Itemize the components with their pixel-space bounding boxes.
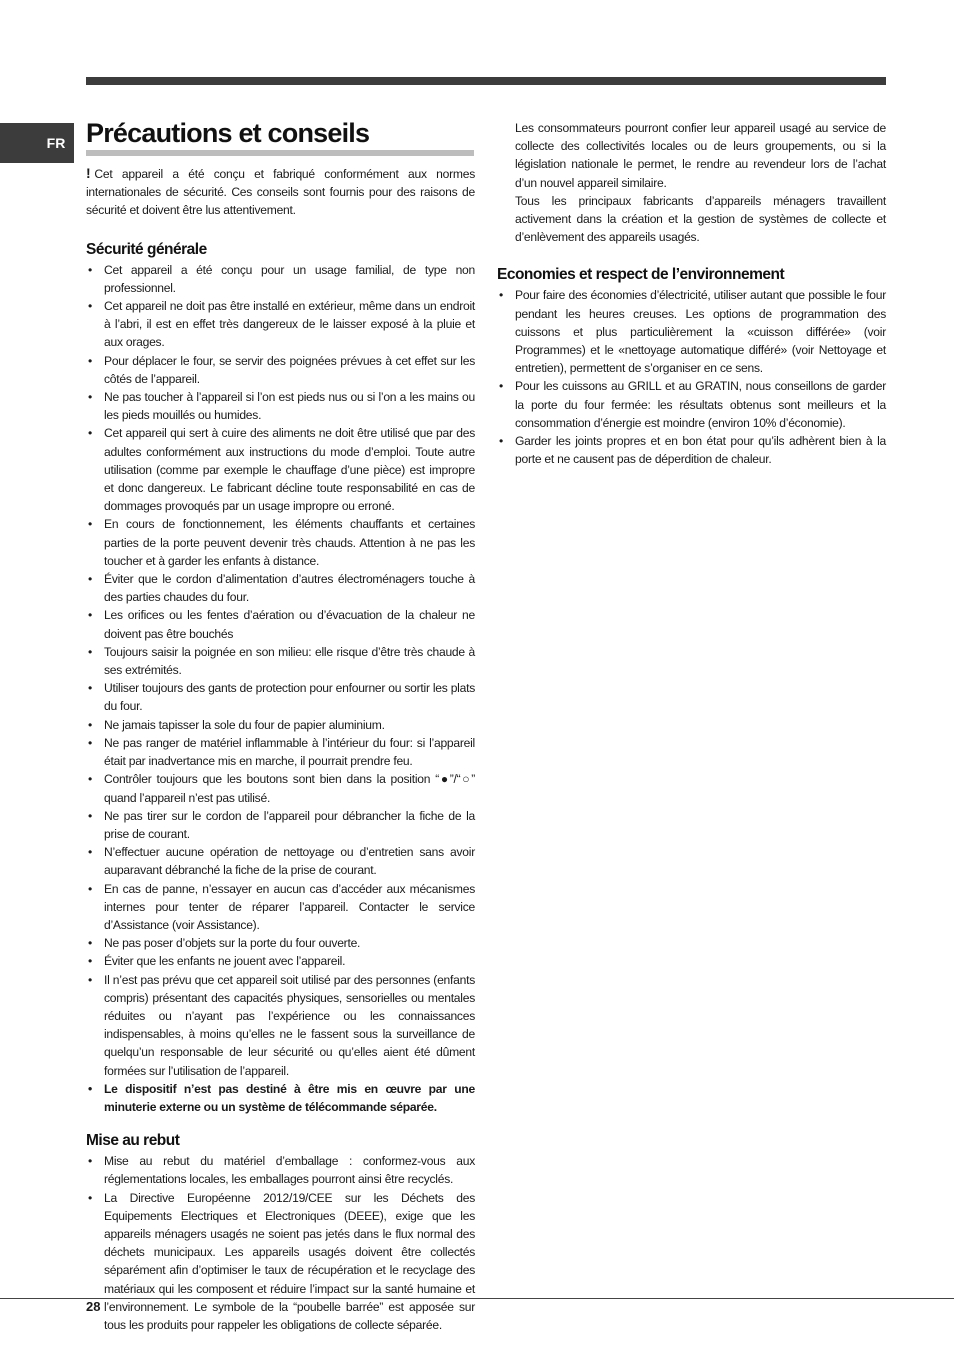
page-title: Précautions et conseils [86, 116, 474, 156]
list-item: • Éviter que le cordon d’alimentation d’autres électroménagers touche à des parties chaudes du four. [86, 570, 475, 606]
list-item: • Pour les cuissons au GRILL et au GRATIN, nous conseillons de garder la porte du four fermée: les résultats obtenus sont meilleurs et la consommation d’énergie est moindre (environ 10% d’économie). [497, 377, 886, 432]
section-heading-eco: Economies et respect de l’environnement [497, 266, 785, 284]
list-item-bold: • Le dispositif n’est pas destiné à être mis en œuvre par une minuterie externe ou un système de télécommande séparée. [86, 1080, 475, 1116]
right-column [497, 119, 886, 468]
list-item: • Éviter que les enfants ne jouent avec l’appareil. [86, 952, 475, 970]
list-item: • Toujours saisir la poignée en son milieu: elle risque d’être très chaude à ses extrémités. [86, 643, 475, 679]
rebut-paragraph-consumers: Les consommateurs pourront confier leur appareil usagé au service de collecte des collectivités locales ou de leurs groupements, ou si la législation nationale le permet, le rendre au revendeur lors de l’achat d’un nouvel appareil similaire. [515, 121, 886, 190]
list-item: • Il n’est pas prévu que cet appareil soit utilisé par des personnes (enfants compris) présentant des capacités physiques, sensorielles ou mentales réduites ou n’ayant pas l’expérience ou les connaissances indispensables, à moins qu’elles ne le fassent sous la surveillance de quelqu’un responsable de leur sécurité ou qu’elles aient été dûment formées sur l’utilisation de l’appareil. [86, 971, 475, 1080]
intro-text: Cet appareil a été conçu et fabriqué conformément aux normes internationales de sécurité. Ces conseils sont fournis pour des raisons de sécurité et doivent être lus attentivement. [86, 167, 475, 218]
rebut-list [86, 1152, 475, 1334]
list-item: • Ne pas poser d’objets sur la porte du four ouverte. [86, 934, 475, 952]
list-item: • Cet appareil a été conçu pour un usage familial, de type non professionnel. [86, 261, 475, 297]
footer-divider [0, 1298, 954, 1299]
list-item: • Garder les joints propres et en bon état pour qu’ils adhèrent bien à la porte et ne causent pas de déperdition de chaleur. [497, 432, 886, 468]
list-item: • Cet appareil qui sert à cuire des aliments ne doit être utilisé que par des adultes conformément aux instructions du mode d’emploi. Toute autre utilisation (comme par exemple le chauffage d’une pièce) est impropre et donc dangereux. Le fabricant décline toute responsabilité en cas de dommages provoqués par un usage impropre ou erroné. [86, 424, 475, 515]
list-item: • Mise au rebut du matériel d’emballage : conformez-vous aux réglementations locales, les emballages pourront ainsi être recyclés. [86, 1152, 475, 1188]
language-tab: FR [0, 123, 74, 163]
page-number: 28 [86, 1299, 101, 1314]
list-item: • Les orifices ou les fentes d’aération ou d’évacuation de la chaleur ne doivent pas être bouchés [86, 606, 475, 642]
list-item: • Utiliser toujours des gants de protection pour enfourner ou sortir les plats du four. [86, 679, 475, 715]
header-bar [86, 77, 886, 85]
list-item: • Ne pas toucher à l’appareil si l’on est pieds nus ou si l’on a les mains ou les pieds mouillés ou humides. [86, 388, 475, 424]
section-heading-securite: Sécurité générale [86, 240, 207, 258]
list-item: • Ne pas ranger de matériel inflammable à l’intérieur du four: si l’appareil était par inadvertance mis en marche, il pourrait prendre feu. [86, 734, 475, 770]
list-item: • Ne pas tirer sur le cordon de l’appareil pour débrancher la fiche de la prise de courant. [86, 807, 475, 843]
rebut-paragraph-manufacturers: Tous les principaux fabricants d’appareils ménagers travaillent activement dans la création et la gestion de systèmes de collecte et d’enlèvement des appareils usagés. [515, 193, 886, 245]
deee-text: La Directive Européenne 2012/19/CEE sur les Déchets des Equipements Electriques et Electroniques (DEEE), exige que les appareils ménagers usagés ne soient pas jetés dans le flux normal des déchets municipaux. Les appareils usagés doivent être collectés séparément afin d’optimiser le taux de récupération et le recyclage des matériaux qui les composent et réduire l’impact sur la santé humaine et l’environnement. Le symbole de la “poubelle barrée” est apposée sur tous les produits pour rappeler les obligations de collecte séparée. [104, 1190, 475, 1332]
left-column [86, 164, 475, 1334]
list-item: • Pour déplacer le four, se servir des poignées prévues à cet effet sur les côtés de l’appareil. [86, 352, 475, 388]
list-item: • Cet appareil ne doit pas être installé en extérieur, même dans un endroit à l’abri, il est en effet très dangereux de le laisser exposé à la pluie et aux orages. [86, 297, 475, 352]
securite-list [86, 261, 475, 1117]
list-item: • Ne jamais tapisser la sole du four de papier aluminium. [86, 716, 475, 734]
list-item: • Pour faire des économies d’électricité, utiliser autant que possible le four pendant les heures creuses. Les options de programmation des cuissons et plus particulièrement la «cuisson différée» (voir Programmes) et le «nettoyage automatique différé» (voir Nettoyage et entretien), permettent de s’organiser en ce sens. [497, 286, 886, 377]
intro-paragraph [86, 164, 475, 220]
list-item-deee [86, 1189, 475, 1335]
eco-list [497, 286, 886, 468]
list-item: • En cours de fonctionnement, les éléments chauffants et certaines parties de la porte peuvent devenir très chauds. Attention à ne pas les toucher et à garder les enfants à distance. [86, 515, 475, 570]
list-item: • N’effectuer aucune opération de nettoyage ou d’entretien sans avoir auparavant débranché la fiche de la prise de courant. [86, 843, 475, 879]
warning-mark: ! [86, 165, 91, 181]
list-item: • En cas de panne, n’essayer en aucun cas d’accéder aux mécanismes internes pour tenter de réparer l’appareil. Contacter le service d’Assistance (voir Assistance). [86, 880, 475, 935]
list-item: • Contrôler toujours que les boutons sont bien dans la position “●”/“○” quand l’appareil n’est pas utilisé. [86, 770, 475, 806]
section-heading-rebut: Mise au rebut [86, 1132, 180, 1150]
